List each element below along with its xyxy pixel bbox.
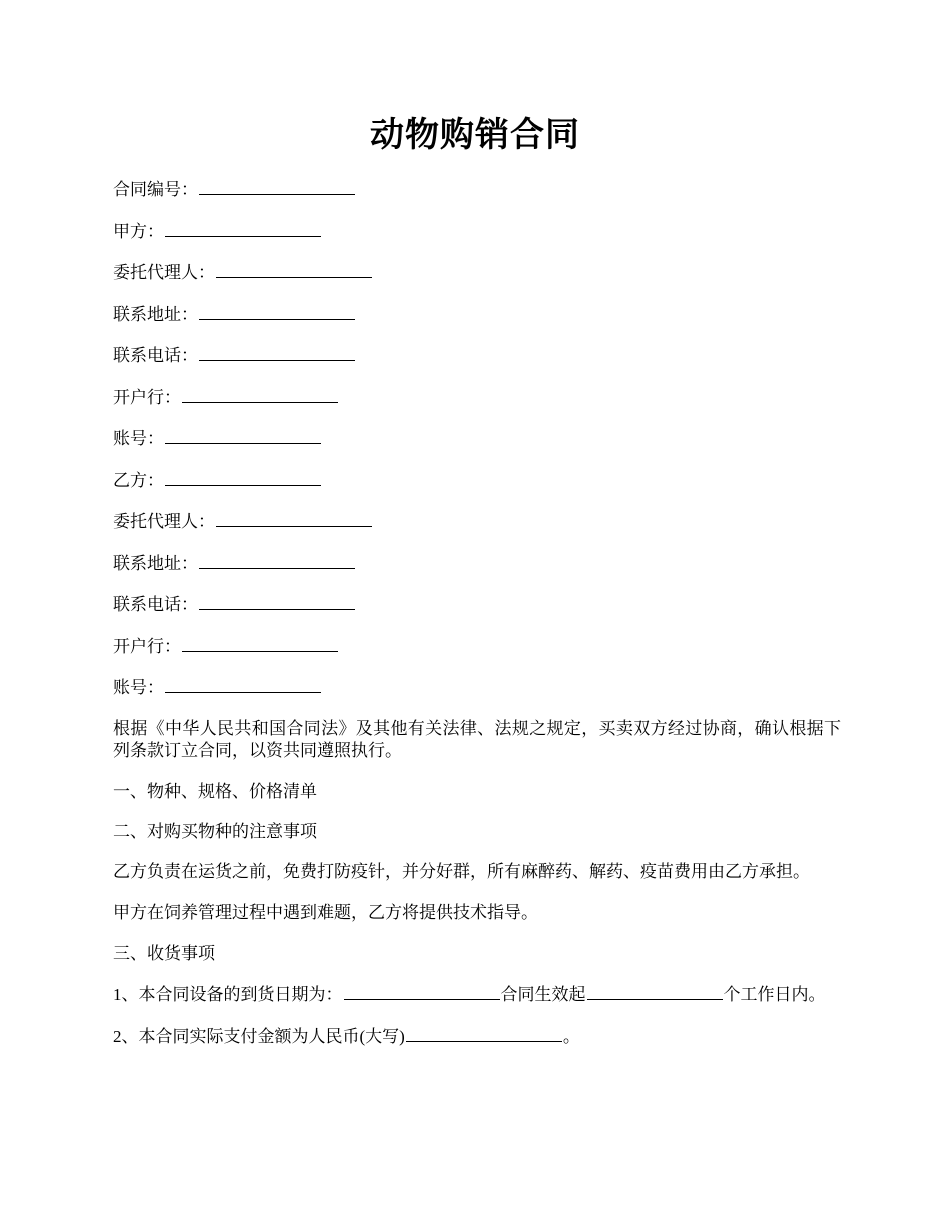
field-label: 联系地址： xyxy=(113,304,198,324)
field-label: 委托代理人： xyxy=(113,512,215,531)
clause-text: 个工作日内。 xyxy=(723,984,826,1004)
blank-line xyxy=(182,386,338,403)
field-label: 委托代理人： xyxy=(113,263,215,282)
field-party-a-address xyxy=(113,303,841,325)
blank-line xyxy=(216,510,372,527)
field-party-b xyxy=(113,469,841,491)
delivery-date-clause xyxy=(113,983,841,1006)
field-label: 开户行： xyxy=(113,636,181,656)
clause-text: 。 xyxy=(562,1026,580,1046)
blank-line xyxy=(165,427,321,444)
blank-line xyxy=(216,261,372,278)
field-party-b-agent xyxy=(113,510,841,532)
blank-line xyxy=(199,552,355,569)
blank-line xyxy=(199,303,355,320)
clause-text: 1、本合同设备的到货日期为： xyxy=(113,984,343,1004)
field-party-a-agent xyxy=(113,261,841,283)
field-party-b-account xyxy=(113,676,841,698)
field-party-b-bank xyxy=(113,635,841,657)
blank-line xyxy=(344,983,500,1000)
document-title: 动物购销合同 xyxy=(370,117,580,154)
field-label: 开户行： xyxy=(113,387,181,407)
blank-line xyxy=(406,1025,562,1042)
field-label: 联系电话： xyxy=(113,595,198,614)
section-heading-3: 三、收货事项 xyxy=(113,943,215,963)
clause-text: 合同生效起 xyxy=(500,984,586,1004)
blank-line xyxy=(182,635,338,652)
blank-line xyxy=(199,178,355,195)
field-label: 合同编号： xyxy=(113,180,198,199)
field-label: 账号： xyxy=(113,678,164,697)
section-heading-2: 二、对购买物种的注意事项 xyxy=(113,821,317,841)
field-label: 联系地址： xyxy=(113,553,198,573)
field-party-a xyxy=(113,220,841,242)
section2-paragraph-2: 甲方在饲养管理过程中遇到难题，乙方将提供技术指导。 xyxy=(113,902,538,922)
blank-line xyxy=(199,344,355,361)
section2-paragraph-1: 乙方负责在运货之前，免费打防疫针，并分好群，所有麻醉药、解药、疫苗费用由乙方承担。 xyxy=(113,861,810,881)
field-contract-number xyxy=(113,178,841,200)
section-heading-1: 一、物种、规格、价格清单 xyxy=(113,781,317,801)
field-label: 甲方： xyxy=(113,221,164,241)
blank-line xyxy=(199,593,355,610)
field-party-a-phone xyxy=(113,344,841,366)
field-party-a-bank xyxy=(113,386,841,408)
clause-text: 2、本合同实际支付金额为人民币(大写) xyxy=(113,1026,405,1046)
document-body xyxy=(113,178,841,1067)
field-label: 账号： xyxy=(113,429,164,448)
field-label: 联系电话： xyxy=(113,346,198,365)
field-party-b-address xyxy=(113,552,841,574)
blank-line xyxy=(165,469,321,486)
blank-line xyxy=(165,220,321,237)
blank-line xyxy=(587,983,723,1000)
blank-line xyxy=(165,676,321,693)
intro-paragraph: 根据《中华人民共和国合同法》及其他有关法律、法规之规定，买卖双方经过协商，确认根据下列条款订立合同，以资共同遵照执行。 xyxy=(113,718,841,760)
field-label: 乙方： xyxy=(113,470,164,490)
field-party-b-phone xyxy=(113,593,841,615)
payment-amount-clause xyxy=(113,1025,841,1048)
field-party-a-account xyxy=(113,427,841,449)
